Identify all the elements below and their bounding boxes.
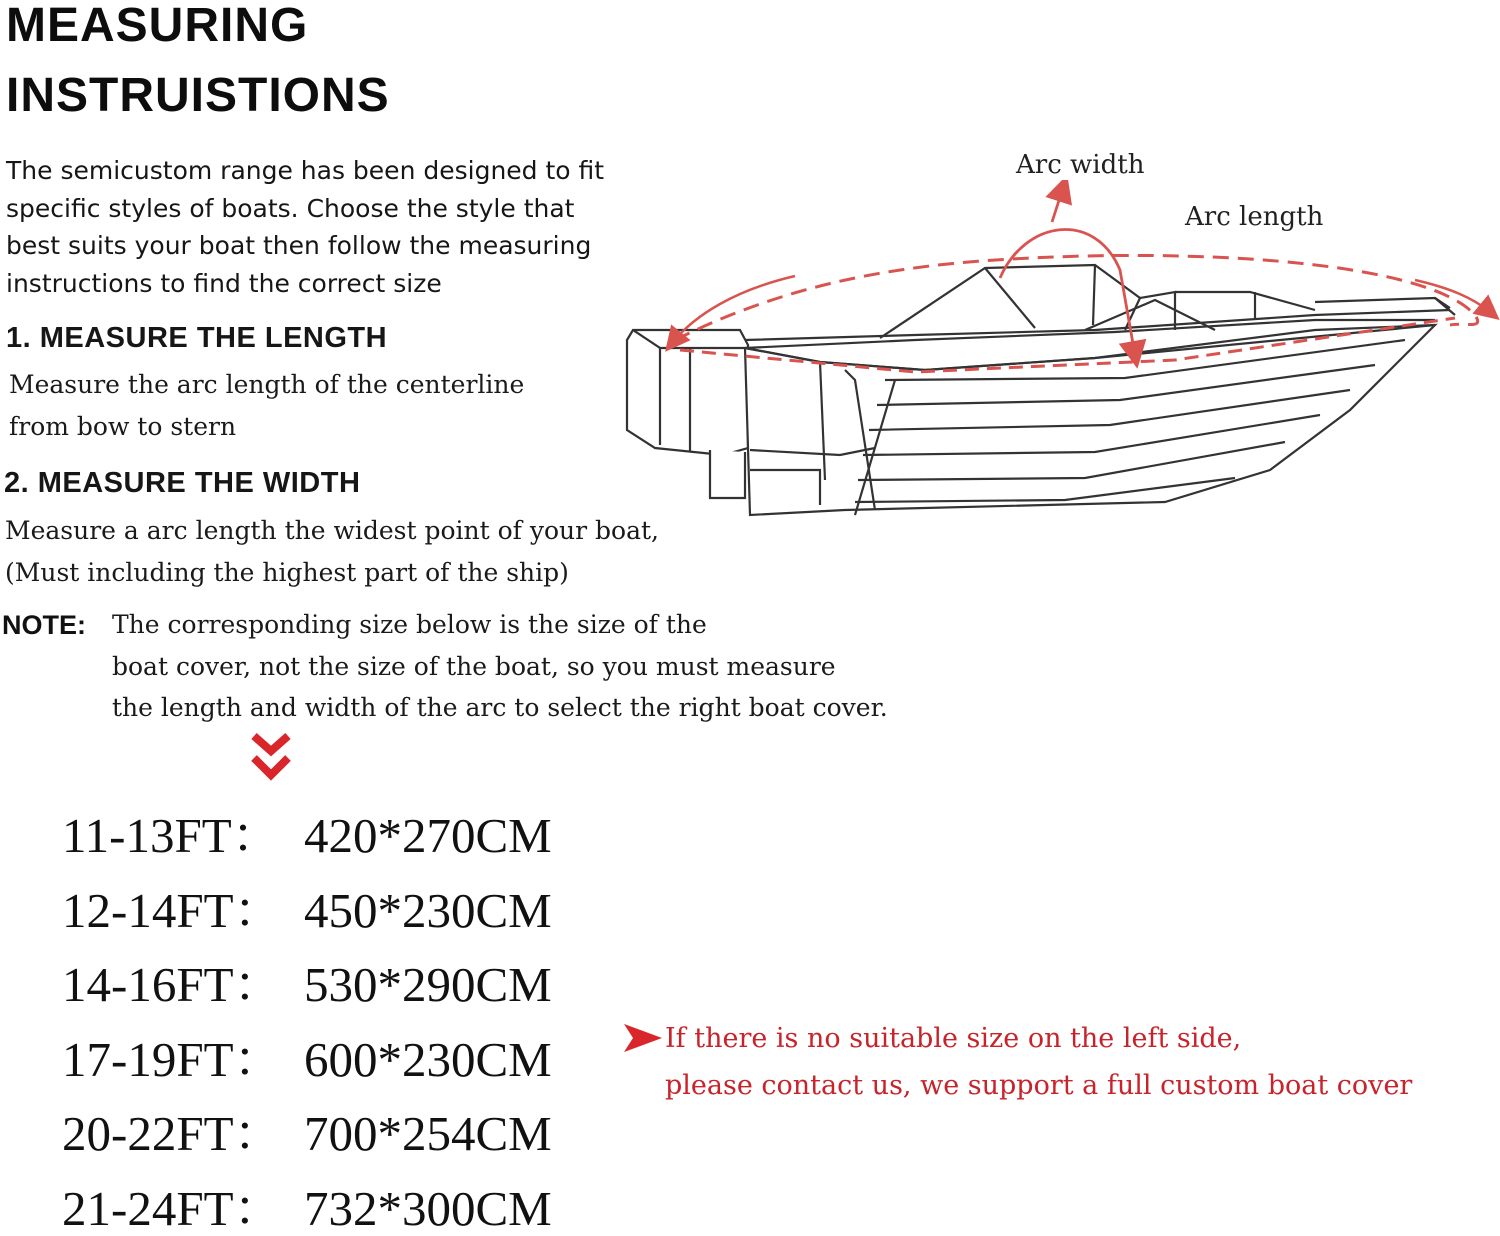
step1-line-1: Measure the arc length of the centerline <box>9 370 525 399</box>
size-row <box>62 1106 552 1161</box>
size-feet: 17-19FT： <box>62 1032 283 1087</box>
boat-diagram <box>615 180 1500 525</box>
arc-width-label: Arc width <box>1016 150 1145 180</box>
size-feet: 12-14FT： <box>62 883 283 938</box>
custom-note-line-1: If there is no suitable size on the left side, <box>665 1023 1242 1054</box>
size-row <box>62 1032 552 1087</box>
arc-length-label: Arc length <box>1185 202 1324 232</box>
step1-line-2: from bow to stern <box>9 412 237 441</box>
note-line-3: the length and width of the arc to select the right boat cover. <box>112 693 888 722</box>
double-chevron-down-icon <box>250 732 292 786</box>
intro-line: best suits your boat then follow the measuring <box>6 231 592 260</box>
size-cm: 530*290CM <box>304 957 552 1012</box>
note-line-1: The corresponding size below is the size of the <box>112 610 707 639</box>
note-line-2: boat cover, not the size of the boat, so you must measure <box>112 652 836 681</box>
arc-width-arrow <box>1052 188 1063 222</box>
intro-paragraph <box>6 152 686 302</box>
intro-line: The semicustom range has been designed to fit <box>6 156 605 185</box>
intro-line: instructions to find the correct size <box>6 268 442 298</box>
step2-line-2: (Must including the highest part of the ship) <box>5 558 569 587</box>
size-feet: 11-13FT： <box>62 808 281 863</box>
note-label: NOTE: <box>2 610 86 640</box>
size-row <box>62 957 552 1012</box>
size-cm: 700*254CM <box>304 1106 552 1161</box>
size-cm: 600*230CM <box>304 1032 552 1087</box>
title-line-2: INSTRUISTIONS <box>6 69 390 122</box>
size-cm: 420*270CM <box>304 808 552 863</box>
size-cm: 450*230CM <box>304 883 552 938</box>
arrow-right-icon <box>622 1022 664 1054</box>
arc-length-arrow-right <box>1415 280 1490 312</box>
step2-heading: 2. MEASURE THE WIDTH <box>4 467 361 499</box>
size-feet: 20-22FT： <box>62 1106 283 1161</box>
title-line-1: MEASURING <box>6 0 309 52</box>
custom-note-line-2: please contact us, we support a full custom boat cover <box>665 1070 1413 1101</box>
size-feet: 14-16FT： <box>62 957 283 1012</box>
size-feet: 21-24FT： <box>62 1181 283 1236</box>
intro-line: specific styles of boats. Choose the style that <box>6 193 575 223</box>
step1-heading: 1. MEASURE THE LENGTH <box>6 322 388 354</box>
size-cm: 732*300CM <box>304 1181 552 1236</box>
size-row <box>62 883 552 938</box>
size-row <box>62 808 552 863</box>
step2-line-1: Measure a arc length the widest point of your boat, <box>5 516 659 545</box>
boat-hull <box>745 325 1435 515</box>
size-row <box>62 1181 552 1236</box>
